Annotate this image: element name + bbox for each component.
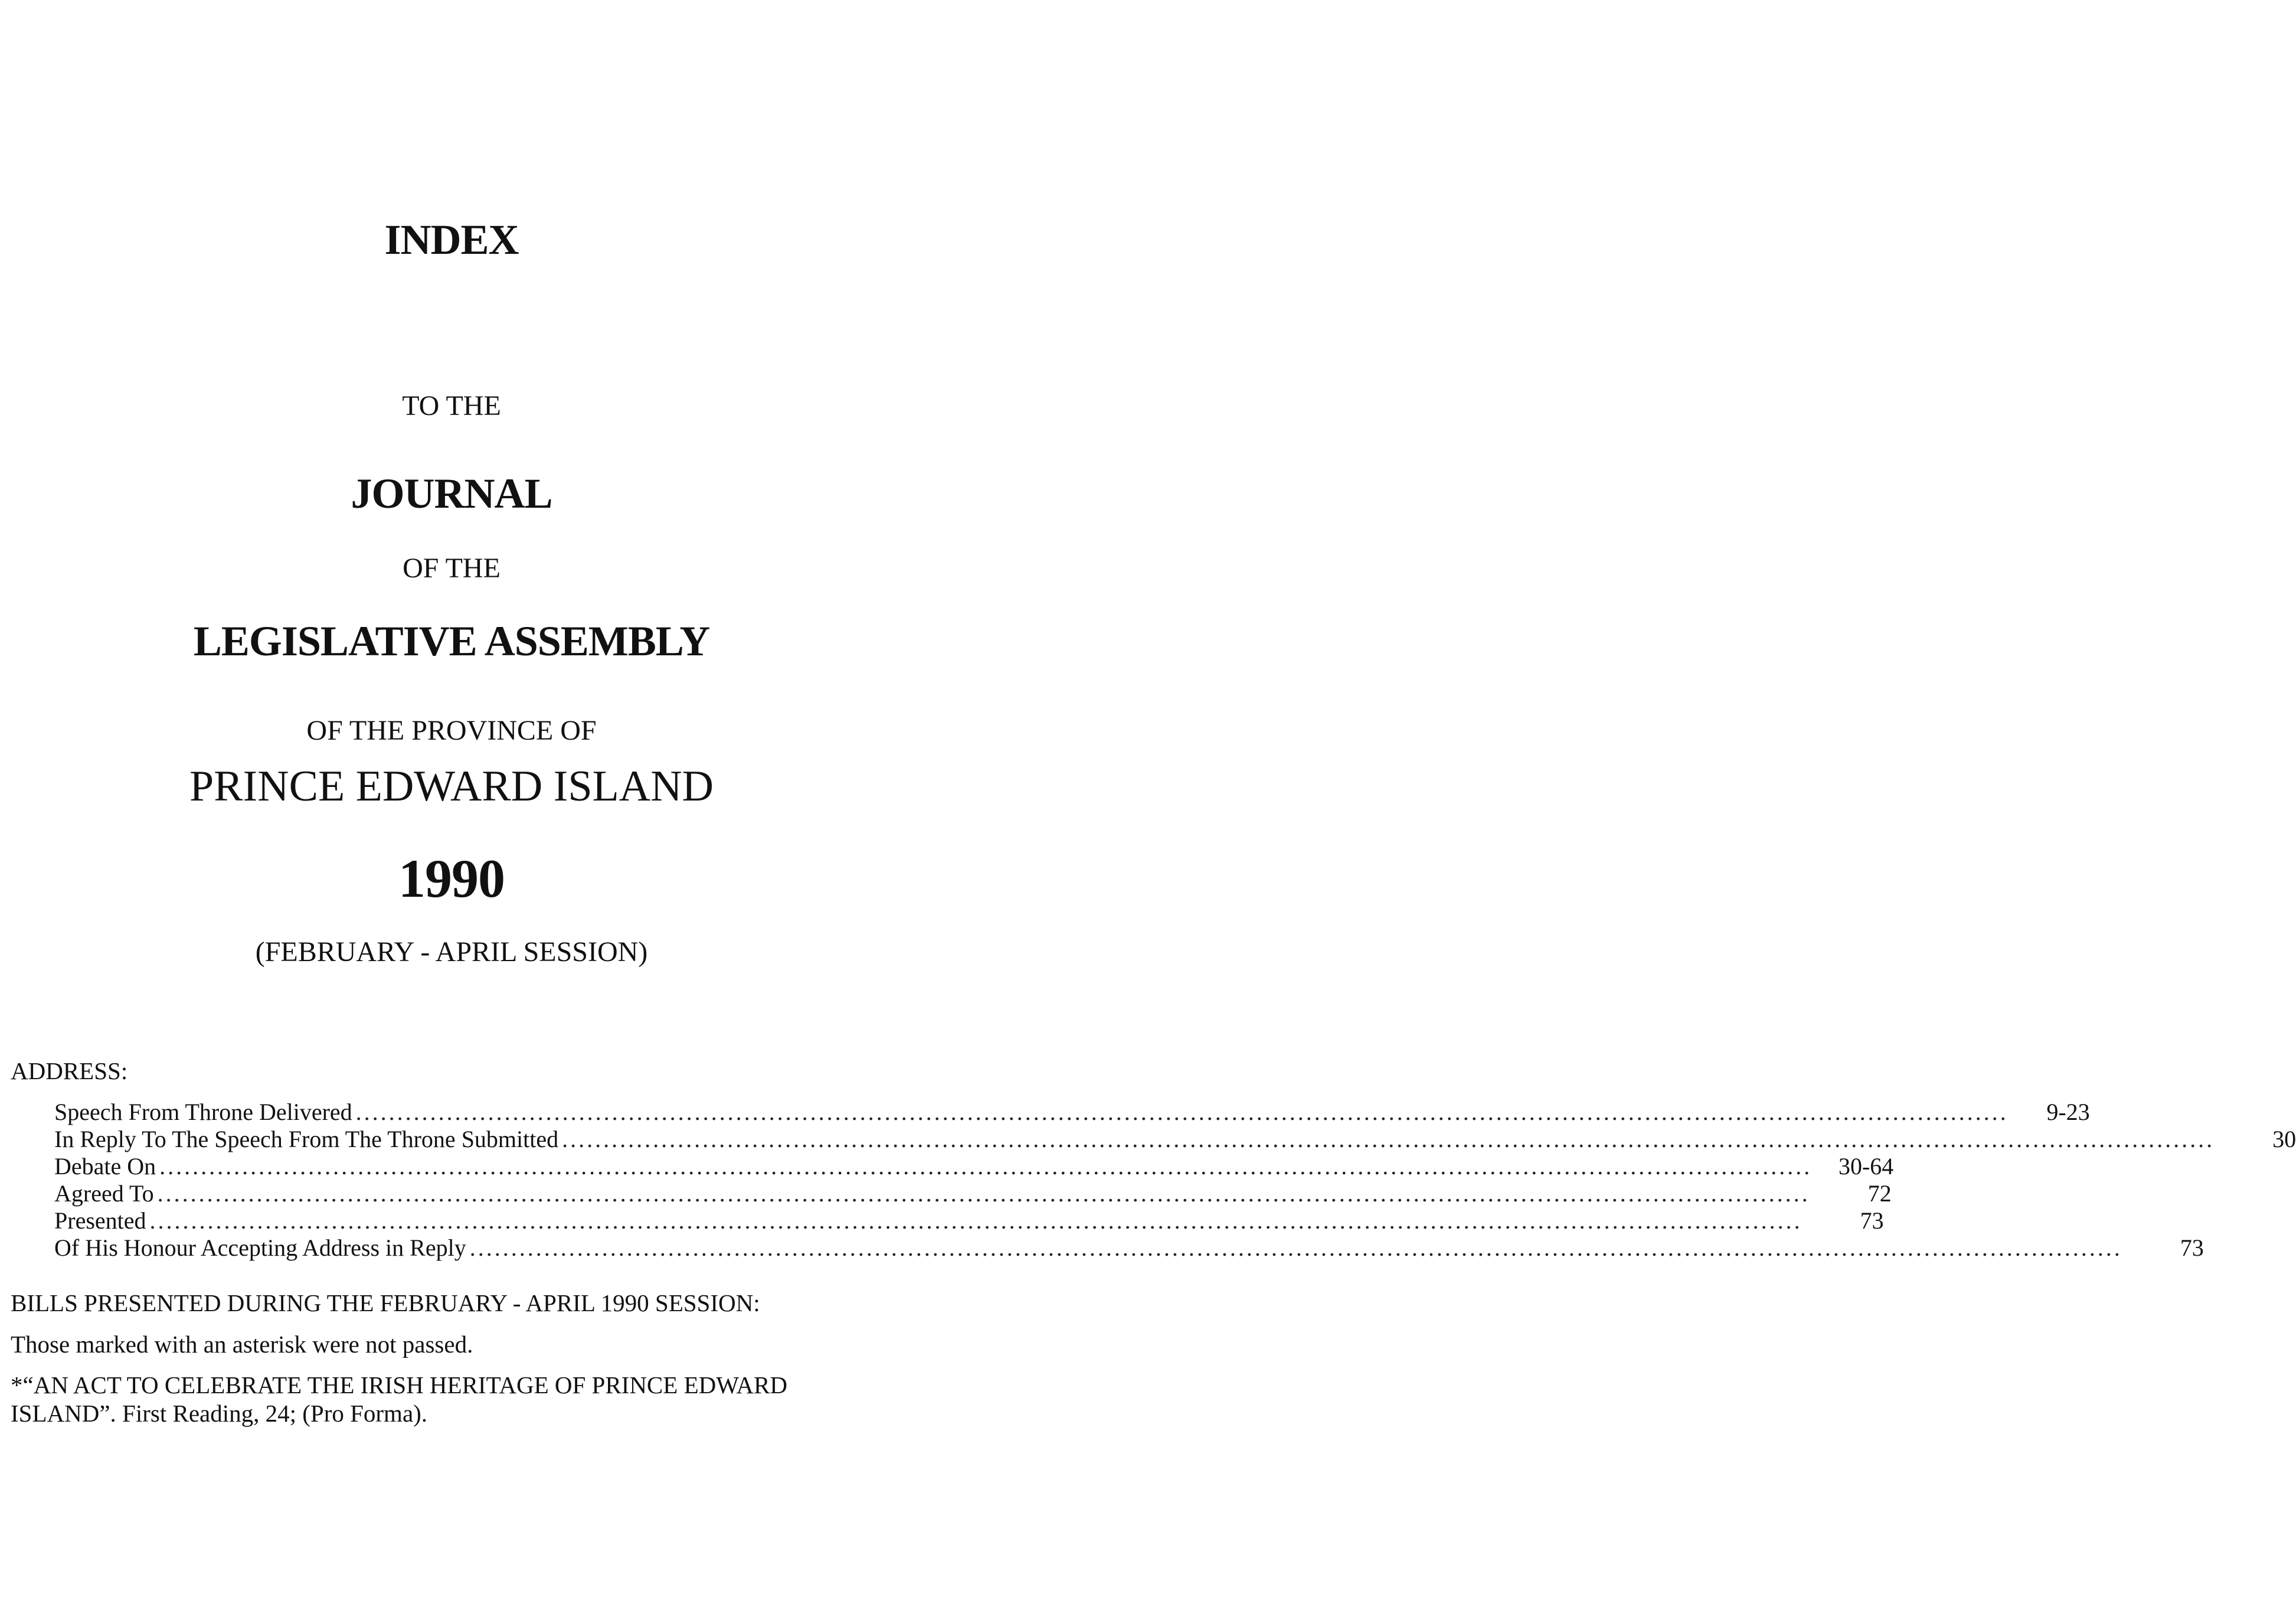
toc-entry-label: Debate On bbox=[54, 1153, 156, 1180]
toc-row bbox=[54, 1098, 2090, 1125]
index-title: INDEX bbox=[384, 216, 519, 263]
toc-entry-label: Of His Honour Accepting Address in Reply bbox=[54, 1234, 466, 1261]
toc-entry-page: 73 bbox=[1860, 1207, 1884, 1234]
dot-leader: ........................................................................................................................................................................................................ bbox=[159, 1153, 1813, 1180]
toc-row bbox=[54, 1207, 1884, 1234]
toc-row bbox=[54, 1180, 1892, 1207]
session-subtitle: (FEBRUARY - APRIL SESSION) bbox=[255, 936, 648, 968]
province-of-line: OF THE PROVINCE OF bbox=[306, 715, 597, 746]
toc-entry-page: 30 bbox=[2272, 1126, 2296, 1152]
address-heading: ADDRESS: bbox=[11, 1057, 128, 1084]
toc-entry-label: Speech From Throne Delivered bbox=[54, 1099, 352, 1125]
toc-entry-label: Presented bbox=[54, 1207, 146, 1234]
toc-entry-page: 73 bbox=[2180, 1234, 2204, 1261]
toc-entry-page: 72 bbox=[1867, 1180, 1892, 1207]
toc-entry-label: Agreed To bbox=[54, 1180, 154, 1207]
dot-leader: ........................................................................................................................................................................................................ bbox=[469, 1234, 2122, 1261]
asterisk-note: Those marked with an asterisk were not passed. bbox=[11, 1331, 473, 1358]
assembly-title: LEGISLATIVE ASSEMBLY bbox=[193, 618, 710, 665]
toc-row bbox=[54, 1125, 2296, 1152]
of-the-line: OF THE bbox=[403, 553, 501, 584]
toc-entry-label: In Reply To The Speech From The Throne Submitted bbox=[54, 1126, 559, 1152]
toc-row bbox=[54, 1152, 1894, 1180]
toc-entry-page: 30-64 bbox=[1838, 1153, 1894, 1180]
bill-entry-line: ISLAND”. First Reading, 24; (Pro Forma). bbox=[11, 1400, 428, 1427]
dot-leader: ........................................................................................................................................................................................................ bbox=[157, 1180, 1810, 1207]
to-the-line: TO THE bbox=[402, 390, 501, 422]
year-title: 1990 bbox=[398, 848, 505, 909]
bill-entry-line: *“AN ACT TO CELEBRATE THE IRISH HERITAGE OF PRINCE EDWARD bbox=[11, 1371, 787, 1399]
province-name: PRINCE EDWARD ISLAND bbox=[189, 762, 714, 811]
dot-leader: ........................................................................................................................................................................................................ bbox=[149, 1207, 1803, 1234]
dot-leader: ........................................................................................................................................................................................................ bbox=[562, 1126, 2215, 1152]
bills-heading: BILLS PRESENTED DURING THE FEBRUARY - APRIL 1990 SESSION: bbox=[11, 1289, 760, 1316]
journal-title: JOURNAL bbox=[351, 470, 552, 517]
toc-entry-page: 9-23 bbox=[2046, 1099, 2090, 1125]
bill-entry bbox=[11, 1371, 896, 1427]
dot-leader: ........................................................................................................................................................................................................ bbox=[355, 1099, 2009, 1125]
address-entries bbox=[54, 1098, 2296, 1261]
toc-row bbox=[54, 1234, 2204, 1261]
